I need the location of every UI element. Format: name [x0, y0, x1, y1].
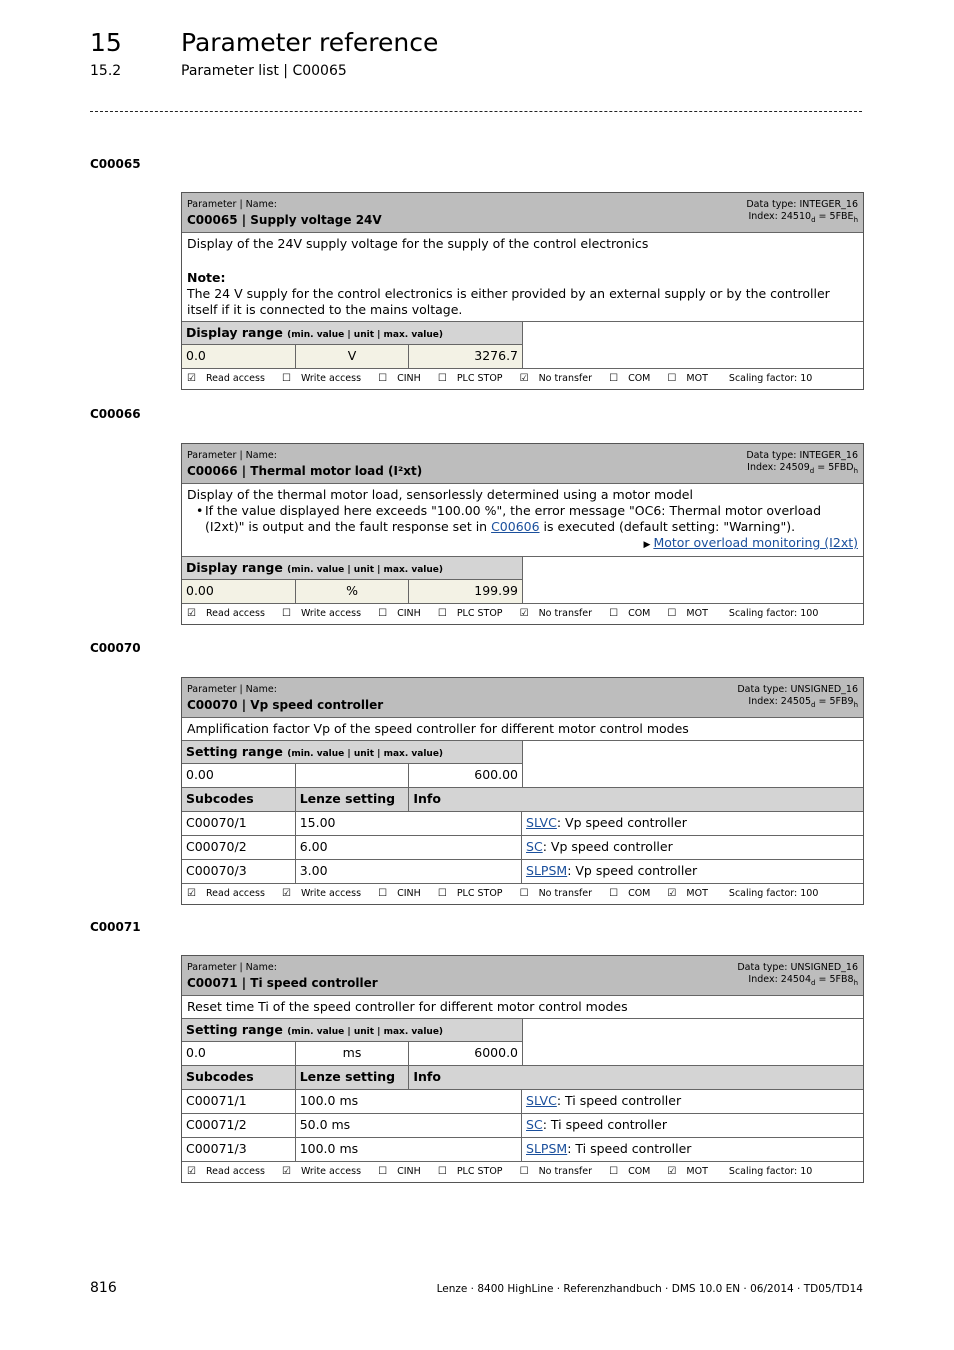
range-min: 0.00: [182, 580, 296, 603]
table-row: C00071/1 100.0 ms SLVC: Ti speed controller: [182, 1090, 863, 1114]
checkbox-unchecked-icon: ☐: [281, 608, 291, 619]
param-table-c00071: [181, 955, 864, 1183]
triangle-right-icon: ▶: [643, 540, 651, 550]
bullet-item: • If the value displayed here exceeds "100.00 %", the error message "OC6: Thermal motor overload (I2xt)" is output and the fault response set in C00606 is executed (default setting: "Warning").: [187, 503, 858, 535]
checkbox-unchecked-icon: ☐: [378, 373, 388, 384]
range-hint: (min. value | unit | max. value): [287, 565, 444, 575]
param-index: Index: $24510_d = 5FBE_h$: [748, 211, 858, 224]
checkbox-unchecked-icon: ☐: [609, 608, 619, 619]
param-description: [182, 484, 863, 557]
checkbox-unchecked-icon: ☐: [519, 1166, 529, 1177]
range-unit: V: [296, 345, 410, 368]
checkbox-checked-icon: ☑: [281, 888, 291, 899]
checkbox-checked-icon: ☑: [187, 608, 196, 619]
param-header: [182, 956, 863, 996]
link-sc[interactable]: SC: [526, 839, 543, 854]
link-slpsm[interactable]: SLPSM: [526, 863, 568, 878]
param-description: [182, 233, 863, 322]
description-text: Amplification factor Vp of the speed controller for different motor control modes: [187, 721, 689, 736]
checkbox-checked-icon: ☑: [667, 1166, 677, 1177]
link-motor-overload-monitoring[interactable]: Motor overload monitoring (I2xt): [653, 535, 858, 550]
scaling-factor: Scaling factor: 10: [728, 373, 813, 384]
setting-range: [182, 1019, 863, 1066]
checkbox-checked-icon: ☑: [187, 888, 196, 899]
checkbox-unchecked-icon: ☐: [667, 608, 677, 619]
checkbox-unchecked-icon: ☐: [281, 373, 291, 384]
setting-range: [182, 741, 863, 788]
table-row: C00071/3 100.0 ms SLPSM: Ti speed controller: [182, 1138, 863, 1162]
link-sc[interactable]: SC: [526, 1117, 543, 1132]
page-number: 816: [90, 1280, 117, 1296]
scaling-factor: Scaling factor: 10: [728, 1166, 813, 1177]
checkbox-unchecked-icon: ☐: [378, 608, 388, 619]
checkbox-checked-icon: ☑: [187, 373, 196, 384]
chapter-number: 15: [90, 28, 122, 57]
checkbox-unchecked-icon: ☐: [609, 888, 619, 899]
param-description: [182, 996, 863, 1019]
table-row: C00070/3 3.00 SLPSM: Vp speed controller: [182, 860, 863, 884]
link-slvc[interactable]: SLVC: [526, 815, 557, 830]
range-min: 0.00: [182, 764, 296, 787]
description-text: Reset time Ti of the speed controller for different motor control modes: [187, 999, 628, 1014]
description-text: Display of the 24V supply voltage for the supply of the control electronics: [187, 236, 649, 251]
param-description: [182, 718, 863, 741]
link-slpsm[interactable]: SLPSM: [526, 1141, 568, 1156]
param-label: Parameter | Name:: [187, 684, 277, 695]
param-index: Index: $24504_d = 5FB8_h$: [748, 974, 858, 987]
display-range: [182, 322, 863, 369]
table-row: C00071/2 50.0 ms SC: Ti speed controller: [182, 1114, 863, 1138]
range-max: 6000.0: [474, 1045, 519, 1060]
access-flags: ☑ Read access ☑ Write access ☐ CINH ☐ PLC STOP ☐ No transfer ☐ COM ☑ MOT Scaling factor: 10: [187, 1166, 813, 1177]
display-range-label: Display range: [186, 560, 283, 575]
access-flags: ☑ Read access ☐ Write access ☐ CINH ☐ PLC STOP ☑ No transfer ☐ COM ☐ MOT Scaling factor: 100: [187, 608, 819, 619]
checkbox-unchecked-icon: ☐: [437, 1166, 447, 1177]
checkbox-unchecked-icon: ☐: [609, 1166, 619, 1177]
data-type: Data type: UNSIGNED_16: [737, 962, 858, 973]
note-label: Note:: [187, 270, 226, 285]
access-flags: ☑ Read access ☐ Write access ☐ CINH ☐ PLC STOP ☑ No transfer ☐ COM ☐ MOT Scaling factor: 10: [187, 373, 813, 384]
param-label: Parameter | Name:: [187, 199, 277, 210]
range-hint: (min. value | unit | max. value): [287, 749, 444, 759]
subcode-header-row: Subcodes Lenze setting Info: [182, 1066, 863, 1090]
scaling-factor: Scaling factor: 100: [728, 608, 819, 619]
table-row: C00070/1 15.00 SLVC: Vp speed controller: [182, 812, 863, 836]
range-max: 199.99: [474, 583, 519, 598]
param-index: Index: $24505_d = 5FB9_h$: [748, 696, 858, 709]
param-table-c00070: [181, 677, 864, 905]
checkbox-unchecked-icon: ☐: [609, 373, 619, 384]
link-slvc[interactable]: SLVC: [526, 1093, 557, 1108]
access-flags: ☑ Read access ☑ Write access ☐ CINH ☐ PLC STOP ☐ No transfer ☐ COM ☑ MOT Scaling factor: 100: [187, 888, 819, 899]
param-name: C00071 | Ti speed controller: [187, 976, 378, 990]
subcode-header-row: Subcodes Lenze setting Info: [182, 788, 863, 812]
range-max: 3276.7: [474, 348, 519, 363]
range-unit: [296, 764, 410, 787]
section-heading-c00071: C00071: [90, 920, 141, 934]
section-heading-c00065: C00065: [90, 157, 141, 171]
param-header: [182, 193, 863, 233]
note-text: The 24 V supply for the control electronics is either provided by an external supply or by the controller itself if it is connected to the mains voltage.: [187, 286, 830, 317]
checkbox-checked-icon: ☑: [519, 373, 529, 384]
param-table-c00066: [181, 443, 864, 625]
setting-range-label: Setting range: [186, 744, 283, 759]
checkbox-unchecked-icon: ☐: [378, 1166, 388, 1177]
param-header: [182, 444, 863, 484]
display-range-label: Display range: [186, 325, 283, 340]
checkbox-unchecked-icon: ☐: [667, 373, 677, 384]
param-name: C00066 | Thermal motor load (I²xt): [187, 464, 423, 478]
link-c00606[interactable]: C00606: [491, 519, 540, 534]
chapter-title: Parameter reference: [181, 28, 439, 57]
table-row: C00070/2 6.00 SC: Vp speed controller: [182, 836, 863, 860]
checkbox-checked-icon: ☑: [667, 888, 677, 899]
param-table-c00065: [181, 192, 864, 390]
param-label: Parameter | Name:: [187, 962, 277, 973]
display-range: [182, 557, 863, 604]
param-name: C00065 | Supply voltage 24V: [187, 213, 382, 227]
checkbox-unchecked-icon: ☐: [437, 373, 447, 384]
data-type: Data type: INTEGER_16: [746, 450, 858, 461]
data-type: Data type: UNSIGNED_16: [737, 684, 858, 695]
param-index: Index: $24509_d = 5FBD_h$: [747, 462, 858, 475]
param-name: C00070 | Vp speed controller: [187, 698, 384, 712]
checkbox-checked-icon: ☑: [187, 1166, 196, 1177]
section-heading-c00070: C00070: [90, 641, 141, 655]
param-header: [182, 678, 863, 718]
header-divider: [90, 111, 862, 112]
range-hint: (min. value | unit | max. value): [287, 1027, 444, 1037]
param-label: Parameter | Name:: [187, 450, 277, 461]
scaling-factor: Scaling factor: 100: [728, 888, 819, 899]
description-text: Display of the thermal motor load, sensorlessly determined using a motor model: [187, 487, 693, 502]
range-max: 600.00: [474, 767, 519, 782]
data-type: Data type: INTEGER_16: [746, 199, 858, 210]
checkbox-checked-icon: ☑: [519, 608, 529, 619]
checkbox-unchecked-icon: ☐: [437, 608, 447, 619]
checkbox-checked-icon: ☑: [281, 1166, 291, 1177]
checkbox-unchecked-icon: ☐: [519, 888, 529, 899]
section-heading-c00066: C00066: [90, 407, 141, 421]
range-min: 0.0: [182, 345, 296, 368]
document-info: Lenze · 8400 HighLine · Referenzhandbuch · DMS 10.0 EN · 06/2014 · TD05/TD14: [436, 1283, 863, 1295]
checkbox-unchecked-icon: ☐: [437, 888, 447, 899]
setting-range-label: Setting range: [186, 1022, 283, 1037]
section-number: 15.2: [90, 63, 122, 79]
range-unit: %: [296, 580, 410, 603]
section-title: Parameter list | C00065: [181, 63, 347, 79]
range-min: 0.0: [182, 1042, 296, 1065]
range-hint: (min. value | unit | max. value): [287, 330, 444, 340]
checkbox-unchecked-icon: ☐: [378, 888, 388, 899]
range-unit: ms: [296, 1042, 410, 1065]
